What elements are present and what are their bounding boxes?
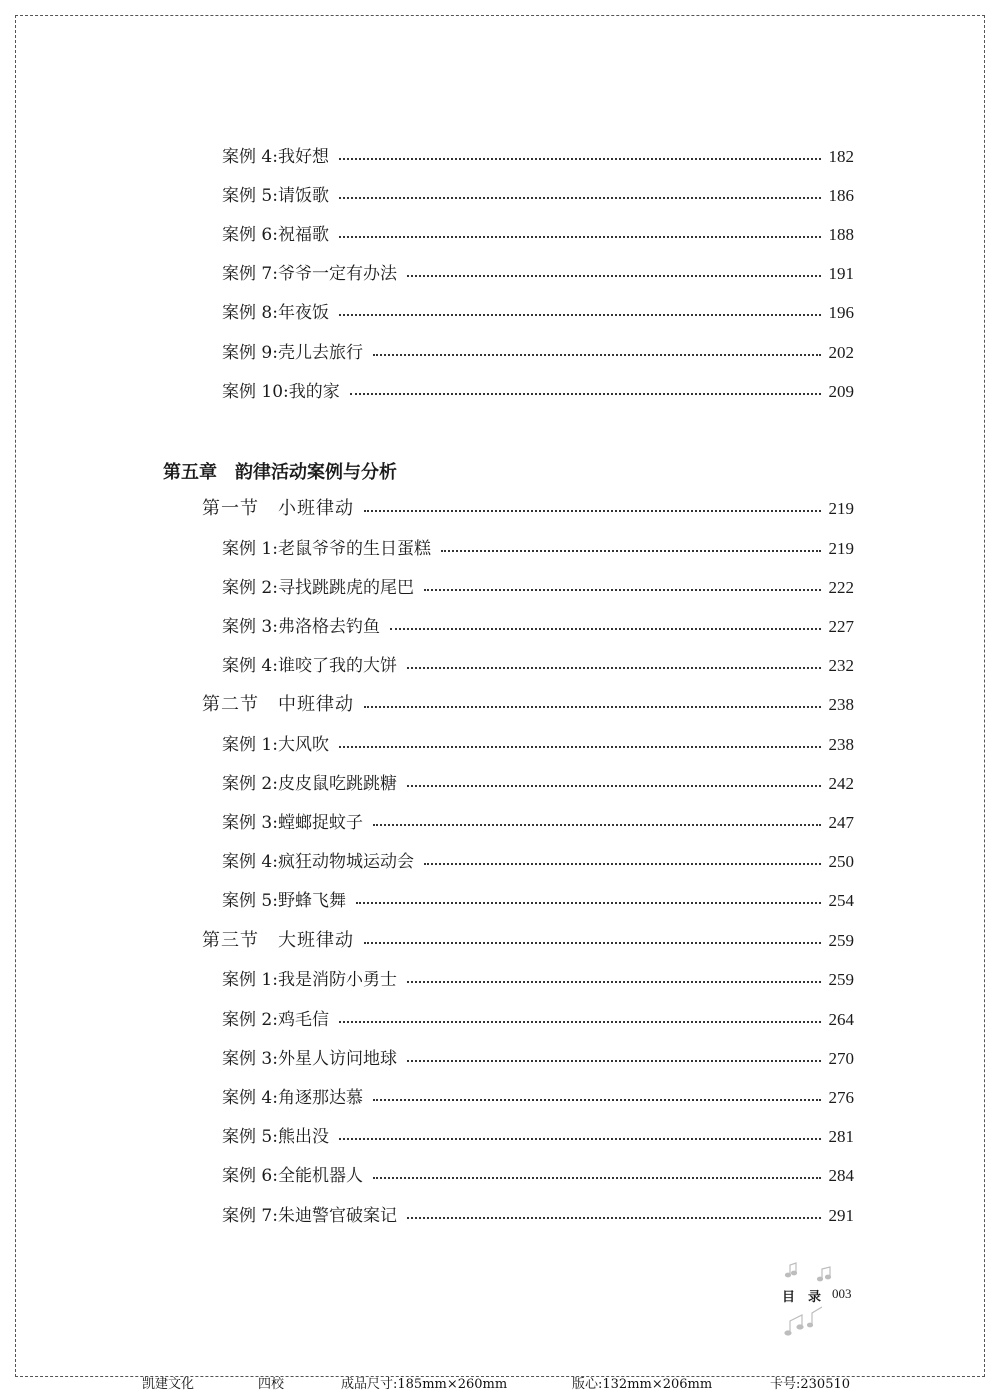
- toc-entry-page: 259: [828, 970, 854, 989]
- dot-leader: [407, 663, 821, 669]
- toc-entry[interactable]: [222, 577, 854, 599]
- dot-leader: [339, 193, 821, 199]
- toc-entry-title: 案例 2:寻找跳跳虎的尾巴: [222, 578, 414, 598]
- toc-entry[interactable]: [222, 224, 854, 246]
- toc-entry-page: 291: [828, 1206, 854, 1225]
- toc-entry-title: 案例 5:野蜂飞舞: [222, 891, 346, 911]
- toc-entry-page: 188: [828, 225, 854, 244]
- footer-section-label: 目 录: [782, 1290, 822, 1305]
- toc-entry[interactable]: [222, 1165, 854, 1187]
- dot-leader: [373, 1173, 821, 1179]
- toc-entry-page: 182: [828, 147, 854, 166]
- toc-entry-title: 案例 7:朱迪警官破案记: [222, 1206, 397, 1226]
- toc-entry-page: 186: [828, 186, 854, 205]
- section-page: 238: [828, 695, 854, 714]
- dot-leader: [339, 310, 821, 316]
- toc-entry-title: 案例 1:老鼠爷爷的生日蛋糕: [222, 539, 431, 559]
- section-title: 第三节 大班律动: [202, 930, 354, 951]
- toc-entry[interactable]: [222, 616, 854, 638]
- toc-entry-page: 281: [828, 1127, 854, 1146]
- toc-entry-page: 219: [828, 539, 854, 558]
- dot-leader: [424, 859, 821, 865]
- toc-entry[interactable]: [222, 969, 854, 991]
- dot-leader: [350, 389, 821, 395]
- dot-leader: [364, 702, 821, 708]
- toc-entry[interactable]: [222, 263, 854, 285]
- toc-entry-page: 247: [828, 813, 854, 832]
- toc-entry-title: 案例 5:请饭歌: [222, 186, 329, 206]
- dot-leader: [424, 585, 821, 591]
- toc-entry[interactable]: [222, 146, 854, 168]
- dot-leader: [441, 546, 821, 552]
- toc-entry-page: 196: [828, 303, 854, 322]
- toc-entry[interactable]: [222, 302, 854, 324]
- toc-entry-title: 案例 5:熊出没: [222, 1127, 329, 1147]
- toc-entry-page: 202: [828, 343, 854, 362]
- dot-leader: [373, 350, 821, 356]
- toc-entry-title: 案例 7:爷爷一定有办法: [222, 264, 397, 284]
- toc-entry[interactable]: [222, 773, 854, 795]
- dot-leader: [373, 1095, 821, 1101]
- toc-entry-title: 案例 2:鸡毛信: [222, 1010, 329, 1030]
- toc-entry-page: 276: [828, 1088, 854, 1107]
- dot-leader: [373, 820, 821, 826]
- toc-entry-title: 案例 6:全能机器人: [222, 1166, 363, 1186]
- toc-entry-page: 270: [828, 1049, 854, 1068]
- toc-entry-title: 案例 4:我好想: [222, 147, 329, 167]
- dot-leader: [407, 271, 821, 277]
- toc-entry[interactable]: [222, 1009, 854, 1031]
- toc-entry-page: 209: [828, 382, 854, 401]
- dot-leader: [339, 1017, 821, 1023]
- chapter-heading[interactable]: 第五章 韵律活动案例与分析: [163, 462, 397, 483]
- toc-entry-title: 案例 1:我是消防小勇士: [222, 970, 397, 990]
- toc-entry-title: 案例 8:年夜饭: [222, 303, 329, 323]
- toc-entry-title: 案例 2:皮皮鼠吃跳跳糖: [222, 774, 397, 794]
- toc-entry[interactable]: [222, 1126, 854, 1148]
- toc-entry-page: 284: [828, 1166, 854, 1185]
- toc-entry[interactable]: [222, 655, 854, 677]
- print-company: 凯建文化: [142, 1377, 195, 1392]
- dot-leader: [339, 154, 821, 160]
- toc-entry-title: 案例 4:疯狂动物城运动会: [222, 852, 414, 872]
- dot-leader: [407, 977, 821, 983]
- toc-entry-page: 227: [828, 617, 854, 636]
- toc-entry[interactable]: [222, 1048, 854, 1070]
- toc-entry-page: 222: [828, 578, 854, 597]
- toc-entry[interactable]: [222, 890, 854, 912]
- toc-entry-title: 案例 1:大风吹: [222, 735, 329, 755]
- toc-entry-title: 案例 3:外星人访问地球: [222, 1049, 397, 1069]
- toc-entry-page: 238: [828, 735, 854, 754]
- toc-section-entry[interactable]: [202, 498, 854, 520]
- toc-entry-page: 250: [828, 852, 854, 871]
- page-footer-tag: [782, 1255, 862, 1345]
- toc-entry-page: 264: [828, 1010, 854, 1029]
- toc-entry-page: 242: [828, 774, 854, 793]
- print-trim-size: 成品尺寸:185mm×260mm: [341, 1377, 508, 1392]
- toc-entry[interactable]: [222, 1087, 854, 1109]
- toc-entry-title: 案例 3:螳螂捉蚊子: [222, 813, 363, 833]
- toc-entry-title: 案例 10:我的家: [222, 382, 340, 402]
- toc-entry-title: 案例 4:谁咬了我的大饼: [222, 656, 397, 676]
- section-title: 第一节 小班律动: [202, 498, 354, 519]
- toc-entry[interactable]: [222, 342, 854, 364]
- dot-leader: [339, 232, 821, 238]
- print-type-area: 版心:132mm×206mm: [572, 1377, 713, 1392]
- print-info-bar: [0, 1376, 1000, 1393]
- toc-section-entry[interactable]: [202, 694, 854, 716]
- toc-entry-title: 案例 4:角逐那达慕: [222, 1088, 363, 1108]
- dot-leader: [407, 1213, 821, 1219]
- dot-leader: [407, 1056, 821, 1062]
- toc-entry[interactable]: [222, 538, 854, 560]
- toc-entry[interactable]: [222, 381, 854, 403]
- dot-leader: [364, 938, 821, 944]
- toc-entry-page: 232: [828, 656, 854, 675]
- toc-entry-page: 191: [828, 264, 854, 283]
- dot-leader: [390, 624, 821, 630]
- toc-section-entry[interactable]: [202, 930, 854, 952]
- toc-entry-title: 案例 6:祝福歌: [222, 225, 329, 245]
- section-page: 259: [828, 931, 854, 950]
- toc-entry[interactable]: [222, 851, 854, 873]
- toc-entry-title: 案例 9:壳儿去旅行: [222, 343, 363, 363]
- print-proof-stage: 四校: [258, 1377, 285, 1392]
- dot-leader: [339, 742, 821, 748]
- section-title: 第二节 中班律动: [202, 694, 354, 715]
- dot-leader: [364, 506, 821, 512]
- page-number: 003: [832, 1286, 852, 1301]
- toc-entry[interactable]: [222, 185, 854, 207]
- toc-entry[interactable]: [222, 734, 854, 756]
- toc-entry-title: 案例 3:弗洛格去钓鱼: [222, 617, 380, 637]
- toc-entry[interactable]: [222, 1205, 854, 1227]
- dot-leader: [339, 1134, 821, 1140]
- toc-entry[interactable]: [222, 812, 854, 834]
- dot-leader: [356, 898, 821, 904]
- dot-leader: [407, 781, 821, 787]
- toc-entry-page: 254: [828, 891, 854, 910]
- section-page: 219: [828, 499, 854, 518]
- print-card-number: 卡号:230510: [770, 1377, 851, 1392]
